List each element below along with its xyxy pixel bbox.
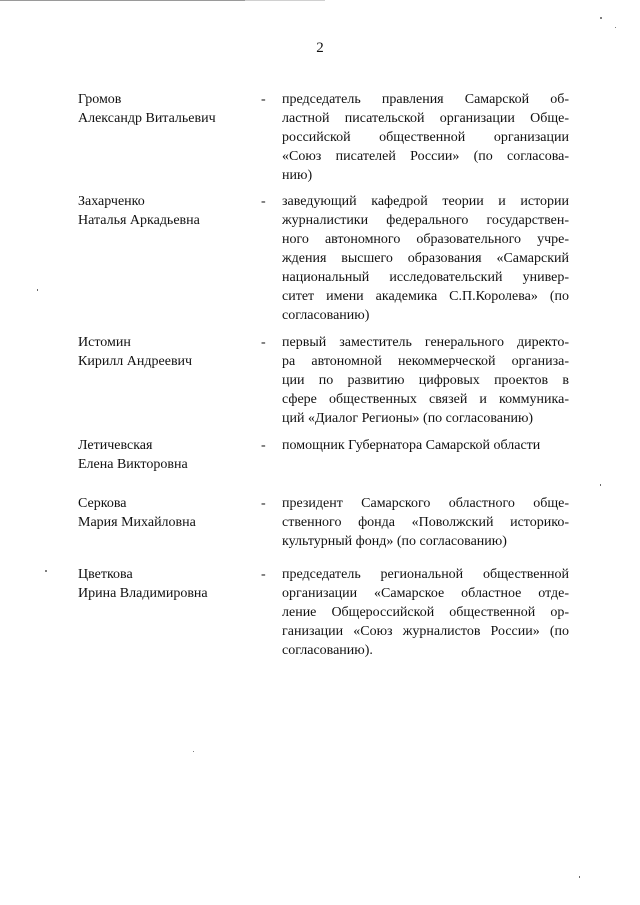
member-surname: Захарченко: [78, 194, 145, 209]
position-line: журналистики федерального государствен-: [282, 213, 569, 228]
member-surname: Истомин: [78, 335, 131, 350]
position-line: сфере общественных связей и коммуника-: [282, 392, 569, 407]
position-line: ции по развитию цифровых проектов в: [282, 373, 569, 388]
position-line: согласованию): [282, 308, 370, 323]
member-position: [282, 565, 569, 660]
position-line: ситет имени академика С.П.Королева» (по: [282, 289, 569, 304]
position-line: ра автономной некоммерческой организа-: [282, 354, 569, 369]
scan-speck: [579, 876, 580, 878]
member-surname: Цветкова: [78, 567, 133, 582]
position-line: ганизации «Союз журналистов России» (по: [282, 624, 569, 639]
scan-speck: [600, 17, 602, 19]
member-position: [282, 192, 569, 325]
scan-speck: [600, 484, 601, 486]
position-line: российской общественной организации: [282, 130, 569, 145]
member-position: [282, 90, 569, 185]
member-given-names: Кирилл Андреевич: [78, 354, 193, 369]
position-line: президент Самарского областного обще-: [282, 496, 569, 511]
position-line: ждения высшего образования «Самарский: [282, 251, 569, 266]
scan-speck: [37, 289, 38, 291]
position-line: ление Общероссийской общественной ор-: [282, 605, 569, 620]
scan-edge-line: [245, 0, 325, 1]
member-name: [78, 565, 248, 603]
member-given-names: Наталья Аркадьевна: [78, 213, 200, 228]
member-surname: Летичевская: [78, 438, 153, 453]
separator-dash: -: [261, 335, 266, 350]
member-given-names: Александр Витальевич: [78, 111, 216, 126]
position-line: председатель правления Самарской об-: [282, 92, 569, 107]
member-given-names: Ирина Владимировна: [78, 586, 208, 601]
member-surname: Громов: [78, 92, 122, 107]
scan-edge-line: [0, 0, 245, 1]
position-line: ственного фонда «Поволжский историко-: [282, 515, 569, 530]
member-surname: Серкова: [78, 496, 127, 511]
page-number: 2: [316, 40, 324, 56]
member-position: [282, 333, 569, 428]
position-line: национальный исследовательский универ-: [282, 270, 569, 285]
member-position: [282, 436, 569, 455]
separator-dash: -: [261, 438, 266, 453]
member-name: [78, 90, 248, 128]
position-line: ного автономного образовательного учре-: [282, 232, 569, 247]
separator-dash: -: [261, 496, 266, 511]
member-given-names: Елена Викторовна: [78, 457, 188, 472]
position-line: «Союз писателей России» (по согласова-: [282, 149, 569, 164]
member-name: [78, 436, 248, 474]
position-line: культурный фонд» (по согласованию): [282, 534, 507, 549]
member-name: [78, 494, 248, 532]
position-line: ций «Диалог Регионы» (по согласованию): [282, 411, 534, 426]
member-position: [282, 494, 569, 551]
member-name: [78, 333, 248, 371]
position-line: организации «Самарское областное отде-: [282, 586, 569, 601]
position-line: ластной писательской организации Обще-: [282, 111, 569, 126]
separator-dash: -: [261, 194, 266, 209]
position-line: согласованию).: [282, 643, 373, 658]
position-line: помощник Губернатора Самарской области: [282, 438, 541, 453]
member-name: [78, 192, 248, 230]
position-line: первый заместитель генерального директо-: [282, 335, 569, 350]
position-line: нию): [282, 168, 313, 183]
member-given-names: Мария Михайловна: [78, 515, 196, 530]
scan-speck: [45, 570, 47, 572]
separator-dash: -: [261, 92, 266, 107]
separator-dash: -: [261, 567, 266, 582]
position-line: заведующий кафедрой теории и истории: [282, 194, 569, 209]
position-line: председатель региональной общественной: [282, 567, 569, 582]
scan-speck: [193, 751, 194, 752]
scan-speck: [615, 27, 616, 28]
